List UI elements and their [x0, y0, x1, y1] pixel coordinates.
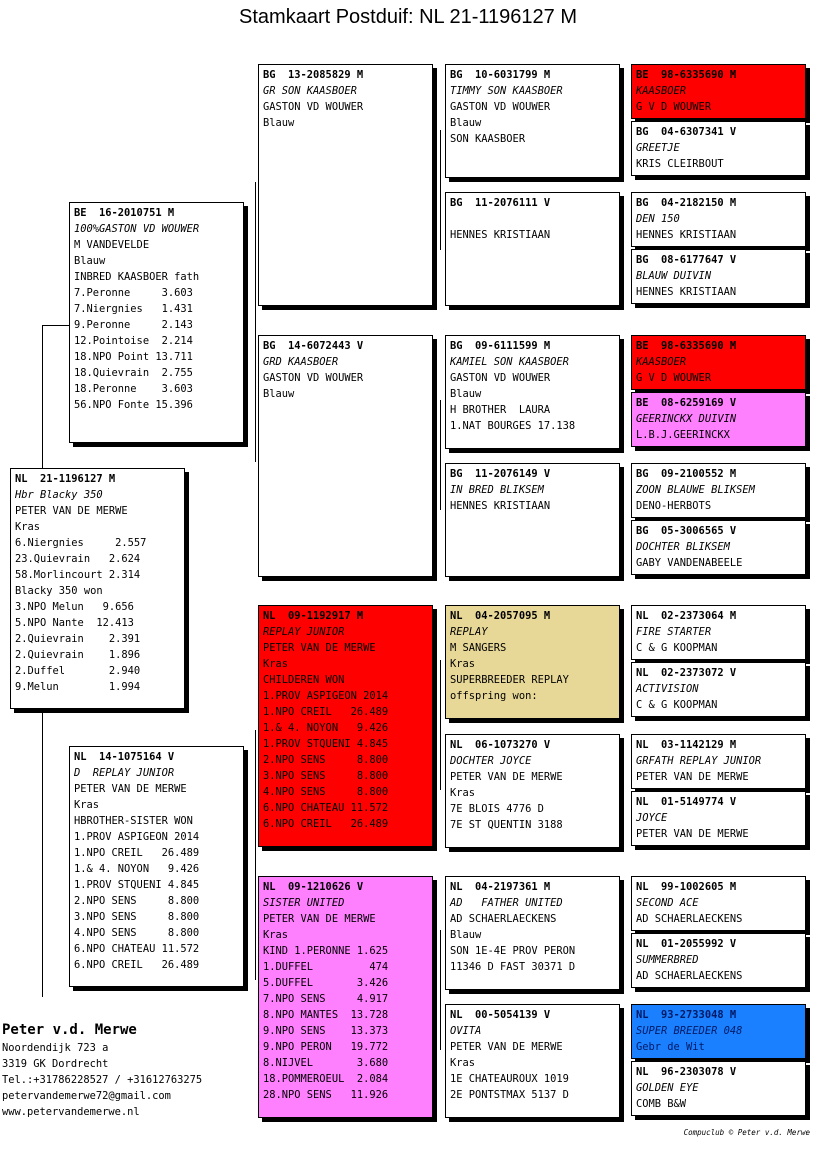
pigeon-name: OVITA: [450, 1025, 482, 1037]
ring-number: NL 01-5149774 V: [636, 796, 737, 808]
footer-credit: Compuclub © Peter v.d. Merwe: [683, 1128, 810, 1137]
pedigree-card-g2[interactable]: [631, 121, 806, 176]
pigeon-name: GR SON KAASBOER: [263, 85, 357, 97]
ring-number: BE 08-6259169 V: [636, 397, 737, 409]
pedigree-card-g7[interactable]: [631, 463, 806, 518]
card-line: M VANDEVELDE: [74, 239, 150, 251]
ring-number: NL 00-5054139 V: [450, 1009, 551, 1021]
card-line: 18.NPO Point 13.711: [74, 351, 193, 363]
card-line: AD SCHAERLAECKENS: [636, 970, 743, 982]
card-line: Kras: [263, 658, 289, 670]
card-line: 7E BLOIS 4776 D: [450, 803, 544, 815]
pigeon-name: SECOND ACE: [636, 897, 699, 909]
card-line: Kras: [263, 929, 289, 941]
card-line: 8.NPO MANTES 13.728: [263, 1009, 389, 1021]
ring-number: NL 02-2373064 M: [636, 610, 737, 622]
card-line: 6.NPO CREIL 26.489: [74, 959, 200, 971]
card-line: 9.Peronne 2.143: [74, 319, 193, 331]
card-line: 4.NPO SENS 8.800: [74, 927, 200, 939]
card-line: Kras: [450, 658, 476, 670]
card-line: Blacky 350 won: [15, 585, 103, 597]
pedigree-card-father[interactable]: [69, 202, 244, 443]
card-line: SON 1E-4E PROV PERON: [450, 945, 576, 957]
card-line: 3.NPO Melun 9.656: [15, 601, 134, 613]
card-line: 58.Morlincourt 2.314: [15, 569, 141, 581]
pedigree-card-g6[interactable]: [631, 392, 806, 447]
pigeon-name: GOLDEN EYE: [636, 1082, 699, 1094]
card-line: 5.NPO Nante 12.413: [15, 617, 134, 629]
card-line: 1E CHATEAUROUX 1019: [450, 1073, 569, 1085]
pigeon-name: D REPLAY JUNIOR: [74, 767, 175, 779]
card-line: 2.Quievrain 1.896: [15, 649, 141, 661]
card-line: 2.Quievrain 2.391: [15, 633, 141, 645]
ring-number: NL 04-2197361 M: [450, 881, 551, 893]
pedigree-card-g11[interactable]: [631, 734, 806, 789]
pedigree-card-fff[interactable]: [445, 64, 620, 178]
pedigree-card-ffm[interactable]: [445, 192, 620, 306]
ring-number: NL 93-2733048 M: [636, 1009, 737, 1021]
card-line: L.B.J.GEERINCKX: [636, 429, 730, 441]
card-line: GASTON VD WOUWER: [450, 101, 551, 113]
card-line: 56.NPO Fonte 15.396: [74, 399, 193, 411]
card-line: 9.NPO PERON 19.772: [263, 1041, 389, 1053]
card-line: AD SCHAERLAECKENS: [636, 913, 743, 925]
card-line: Blauw: [263, 117, 295, 129]
pedigree-card-g12[interactable]: [631, 791, 806, 846]
pedigree-card-mm[interactable]: [258, 876, 433, 1118]
ring-number: BG 09-2100552 M: [636, 468, 737, 480]
pigeon-name: IN BRED BLIKSEM: [450, 484, 544, 496]
card-line: SUPERBREEDER REPLAY: [450, 674, 569, 686]
ring-number: NL 14-1075164 V: [74, 751, 175, 763]
owner-email[interactable]: petervandemerwe72@gmail.com: [2, 1090, 171, 1102]
card-line: HENNES KRISTIAAN: [450, 500, 551, 512]
card-line: 1.NPO CREIL 26.489: [263, 706, 389, 718]
card-line: 7.Peronne 3.603: [74, 287, 193, 299]
card-line: 12.Pointoise 2.214: [74, 335, 193, 347]
card-line: 5.DUFFEL 3.426: [263, 977, 389, 989]
card-line: PETER VAN DE MERWE: [15, 505, 128, 517]
ring-number: BG 14-6072443 V: [263, 340, 364, 352]
pigeon-name: GREETJE: [636, 142, 680, 154]
card-line: DENO-HERBOTS: [636, 500, 712, 512]
card-line: 7.NPO SENS 4.917: [263, 993, 389, 1005]
ring-number: BG 08-6177647 V: [636, 254, 737, 266]
pedigree-card-g9[interactable]: [631, 605, 806, 660]
card-line: C & G KOOPMAN: [636, 699, 718, 711]
card-line: M SANGERS: [450, 642, 507, 654]
card-line: HBROTHER-SISTER WON: [74, 815, 193, 827]
pedigree-card-fmf[interactable]: [445, 335, 620, 449]
ring-number: BE 98-6335690 M: [636, 340, 737, 352]
card-line: 1.NAT BOURGES 17.138: [450, 420, 576, 432]
pedigree-card-g8[interactable]: [631, 520, 806, 575]
ring-number: NL 99-1002605 M: [636, 881, 737, 893]
pedigree-card-mf[interactable]: [258, 605, 433, 847]
connector-line: [42, 325, 43, 470]
pedigree-card-mother[interactable]: [69, 746, 244, 987]
card-line: Kras: [74, 799, 100, 811]
card-line: PETER VAN DE MERWE: [263, 913, 376, 925]
pigeon-name: GRD KAASBOER: [263, 356, 339, 368]
pigeon-name: ACTIVISION: [636, 683, 699, 695]
connector-line: [440, 400, 441, 510]
card-line: 1.& 4. NOYON 9.426: [263, 722, 389, 734]
pedigree-card-fm[interactable]: [258, 335, 433, 577]
owner-info: [2, 1020, 202, 1120]
pigeon-name: KAASBOER: [636, 356, 687, 368]
owner-name: Peter v.d. Merwe: [2, 1022, 137, 1038]
card-line: 6.NPO CREIL 26.489: [263, 818, 389, 830]
ring-number: BG 04-2182150 M: [636, 197, 737, 209]
pigeon-name: GEERINCKX DUIVIN: [636, 413, 737, 425]
card-line: offspring won:: [450, 690, 538, 702]
card-line: 1.& 4. NOYON 9.426: [74, 863, 200, 875]
card-line: GASTON VD WOUWER: [450, 372, 551, 384]
card-line: 9.Melun 1.994: [15, 681, 141, 693]
card-line: CHILDEREN WON: [263, 674, 345, 686]
card-line: GASTON VD WOUWER: [263, 101, 364, 113]
card-line: 1.NPO CREIL 26.489: [74, 847, 200, 859]
ring-number: NL 09-1210626 V: [263, 881, 364, 893]
pigeon-name: KAMIEL SON KAASBOER: [450, 356, 569, 368]
card-line: 3.NPO SENS 8.800: [74, 911, 200, 923]
card-line: COMB B&W: [636, 1098, 687, 1110]
pigeon-name: AD FATHER UNITED: [450, 897, 563, 909]
ring-number: NL 01-2055992 V: [636, 938, 737, 950]
card-line: 1.DUFFEL 474: [263, 961, 389, 973]
pigeon-name: Hbr Blacky 350: [15, 489, 103, 501]
card-line: 2.Duffel 2.940: [15, 665, 141, 677]
pigeon-name: [450, 211, 615, 227]
pedigree-card-g4[interactable]: [631, 249, 806, 304]
card-line: G V D WOUWER: [636, 372, 712, 384]
owner-city: 3319 GK Dordrecht: [2, 1058, 109, 1070]
card-line: 2.NPO SENS 8.800: [263, 754, 389, 766]
card-line: 1.PROV STQUENI 4.845: [74, 879, 200, 891]
pigeon-name: SUPER BREEDER 048: [636, 1025, 743, 1037]
ring-number: NL 03-1142129 M: [636, 739, 737, 751]
card-line: 2E PONTSTMAX 5137 D: [450, 1089, 569, 1101]
page-title: Stamkaart Postduif: NL 21-1196127 M: [239, 6, 577, 28]
ring-number: BG 11-2076149 V: [450, 468, 551, 480]
ring-number: BG 11-2076111 V: [450, 197, 551, 209]
pigeon-name: SISTER UNITED: [263, 897, 345, 909]
ring-number: NL 21-1196127 M: [15, 473, 116, 485]
pigeon-name: DEN 150: [636, 213, 680, 225]
card-line: HENNES KRISTIAAN: [636, 229, 737, 241]
card-line: 28.NPO SENS 11.926: [263, 1089, 389, 1101]
connector-line: [42, 325, 70, 326]
card-line: 4.NPO SENS 8.800: [263, 786, 389, 798]
card-line: 8.NIJVEL 3.680: [263, 1057, 389, 1069]
ring-number: NL 02-2373072 V: [636, 667, 737, 679]
connector-line: [440, 930, 441, 1050]
pedigree-card-g16[interactable]: [631, 1061, 806, 1116]
card-line: 1.PROV STQUENI 4.845: [263, 738, 389, 750]
connector-line: [255, 730, 256, 980]
ring-number: BG 09-6111599 M: [450, 340, 551, 352]
pigeon-name: REPLAY JUNIOR: [263, 626, 345, 638]
owner-address: Noordendijk 723 a: [2, 1042, 109, 1054]
connector-line: [255, 182, 256, 462]
ring-number: BE 98-6335690 M: [636, 69, 737, 81]
pedigree-card-mmm[interactable]: [445, 1004, 620, 1118]
card-line: INBRED KAASBOER fath: [74, 271, 200, 283]
card-line: 6.NPO CHATEAU 11.572: [263, 802, 389, 814]
pigeon-name: 100%GASTON VD WOUWER: [74, 223, 200, 235]
ring-number: BG 04-6307341 V: [636, 126, 737, 138]
card-line: 18.Quievrain 2.755: [74, 367, 193, 379]
card-line: GASTON VD WOUWER: [263, 372, 364, 384]
card-line: PETER VAN DE MERWE: [636, 771, 749, 783]
card-line: Blauw: [74, 255, 106, 267]
pedigree-card-ff[interactable]: [258, 64, 433, 306]
card-line: HENNES KRISTIAAN: [450, 229, 551, 241]
card-line: G V D WOUWER: [636, 101, 712, 113]
card-line: 7E ST QUENTIN 3188: [450, 819, 563, 831]
owner-website[interactable]: www.petervandemerwe.nl: [2, 1106, 140, 1118]
ring-number: NL 04-2057095 M: [450, 610, 551, 622]
card-line: 11346 D FAST 30371 D: [450, 961, 576, 973]
ring-number: NL 09-1192917 M: [263, 610, 364, 622]
pigeon-name: GRFATH REPLAY JUNIOR: [636, 755, 762, 767]
card-line: H BROTHER LAURA: [450, 404, 551, 416]
pigeon-name: BLAUW DUIVIN: [636, 270, 712, 282]
pedigree-card-g14[interactable]: [631, 933, 806, 988]
pedigree-card-g13[interactable]: [631, 876, 806, 931]
card-line: KRIS CLEIRBOUT: [636, 158, 724, 170]
pigeon-name: DOCHTER JOYCE: [450, 755, 532, 767]
card-line: KIND 1.PERONNE 1.625: [263, 945, 389, 957]
pedigree-card-subject[interactable]: [10, 468, 185, 709]
ring-number: BE 16-2010751 M: [74, 207, 175, 219]
pigeon-name: TIMMY SON KAASBOER: [450, 85, 563, 97]
ring-number: NL 96-2303078 V: [636, 1066, 737, 1078]
card-line: Blauw: [450, 388, 482, 400]
ring-number: BG 13-2085829 M: [263, 69, 364, 81]
card-line: 18.POMMEROEUL 2.084: [263, 1073, 389, 1085]
owner-phone: Tel.:+31786228527 / +31612763275: [2, 1074, 203, 1086]
card-line: GABY VANDENABEELE: [636, 557, 743, 569]
connector-line: [440, 660, 441, 790]
card-line: Blauw: [263, 388, 295, 400]
card-line: Kras: [15, 521, 41, 533]
card-line: 2.NPO SENS 8.800: [74, 895, 200, 907]
card-line: 1.PROV ASPIGEON 2014: [74, 831, 200, 843]
card-line: 1.PROV ASPIGEON 2014: [263, 690, 389, 702]
pedigree-card-g5[interactable]: [631, 335, 806, 390]
card-line: PETER VAN DE MERWE: [263, 642, 376, 654]
pigeon-name: JOYCE: [636, 812, 668, 824]
pedigree-card-fmm[interactable]: [445, 463, 620, 577]
card-line: 6.NPO CHATEAU 11.572: [74, 943, 200, 955]
card-line: AD SCHAERLAECKENS: [450, 913, 557, 925]
card-line: 9.NPO SENS 13.373: [263, 1025, 389, 1037]
card-line: 3.NPO SENS 8.800: [263, 770, 389, 782]
card-line: HENNES KRISTIAAN: [636, 286, 737, 298]
card-line: PETER VAN DE MERWE: [450, 1041, 563, 1053]
pigeon-name: FIRE STARTER: [636, 626, 712, 638]
card-line: Gebr de Wit: [636, 1041, 705, 1053]
card-line: Kras: [450, 1057, 476, 1069]
card-line: 23.Quievrain 2.624: [15, 553, 141, 565]
card-line: PETER VAN DE MERWE: [74, 783, 187, 795]
card-line: 7.Niergnies 1.431: [74, 303, 193, 315]
pedigree-card-g15[interactable]: [631, 1004, 806, 1059]
connector-line: [440, 130, 441, 250]
pigeon-name: KAASBOER: [636, 85, 687, 97]
pedigree-card-g3[interactable]: [631, 192, 806, 247]
card-line: Kras: [450, 787, 476, 799]
card-line: Blauw: [450, 929, 482, 941]
card-line: PETER VAN DE MERWE: [636, 828, 749, 840]
card-line: SON KAASBOER: [450, 133, 526, 145]
pigeon-name: SUMMERBRED: [636, 954, 699, 966]
connector-line: [42, 712, 43, 997]
pigeon-name: ZOON BLAUWE BLIKSEM: [636, 484, 755, 496]
pedigree-card-g1[interactable]: [631, 64, 806, 119]
card-line: 18.Peronne 3.603: [74, 383, 193, 395]
pedigree-card-mmf[interactable]: [445, 876, 620, 990]
pigeon-name: DOCHTER BLIKSEM: [636, 541, 730, 553]
pigeon-name: REPLAY: [450, 626, 488, 638]
card-line: 6.Niergnies 2.557: [15, 537, 147, 549]
card-line: PETER VAN DE MERWE: [450, 771, 563, 783]
ring-number: NL 06-1073270 V: [450, 739, 551, 751]
ring-number: BG 05-3006565 V: [636, 525, 737, 537]
pedigree-card-g10[interactable]: [631, 662, 806, 717]
card-line: Blauw: [450, 117, 482, 129]
pedigree-card-mfm[interactable]: [445, 734, 620, 848]
card-line: C & G KOOPMAN: [636, 642, 718, 654]
ring-number: BG 10-6031799 M: [450, 69, 551, 81]
pedigree-card-mff[interactable]: [445, 605, 620, 719]
